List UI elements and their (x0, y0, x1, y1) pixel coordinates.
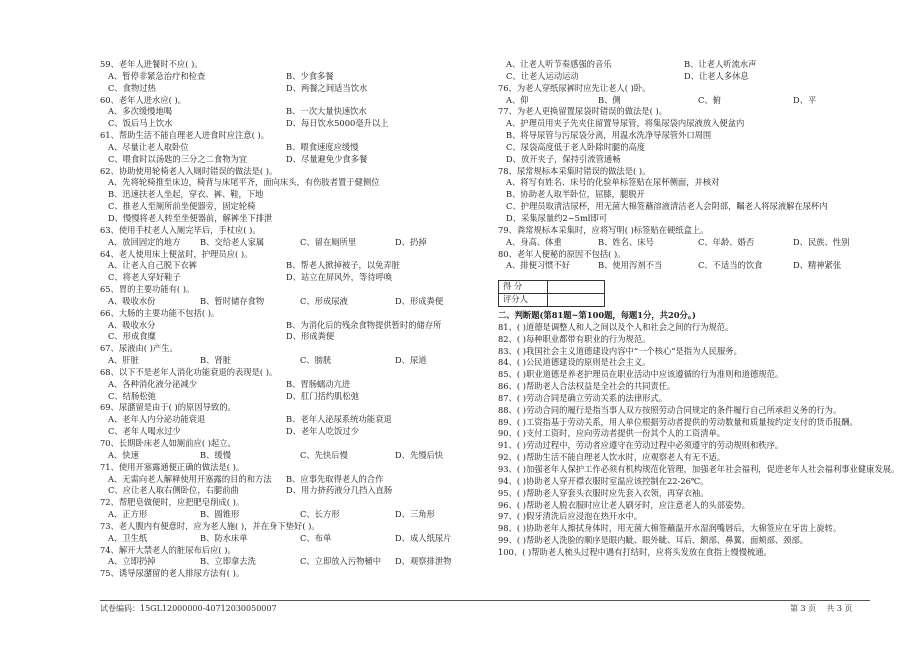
exam-code-value: 15GL12000000-40712030050007 (140, 604, 277, 613)
question-text: 70、长期卧床老人如厕前应( )起立。 (100, 438, 236, 448)
option: C、不适当的饮食 (698, 260, 763, 271)
judge-item: 97、( )假牙清洗后应浸泡在热开水中。 (498, 511, 643, 522)
option: B、老年人泌尿系统功能衰退 (286, 414, 392, 425)
judge-item: 90、( )支付工资时，应向劳动者提供一份其个人的工资清单。 (498, 428, 726, 439)
option-row (498, 71, 870, 83)
option: B、喂食速度应缓慢 (286, 141, 359, 152)
option: A、老年人内分泌功能衰退 (108, 414, 206, 425)
option-line: D、采集尿量约2~5ml即可 (506, 212, 608, 223)
question-text: 63、使用手杖老人入厕完毕后，手杖应( )。 (100, 224, 261, 235)
judge-item: 89、( )工资指基于劳动关系，用人单位根据劳动者提供的劳动数量和质量按约定支付的货币报酬。 (498, 416, 858, 427)
option-line: B、迅速扶老人坐起，穿衣、裤、鞋，下地 (108, 189, 264, 200)
question-text: 78、尿常规标本采集时错误的做法是( )。 (498, 165, 651, 176)
option: D、肛门括约肌松弛 (286, 390, 360, 401)
option: C、形成尿液 (300, 295, 348, 306)
judge-item: 96、( )帮助老人脱衣服时应让老人刷牙时，应注意老人的头部姿势。 (498, 499, 750, 510)
option: A、让老人听节奏感强的音乐 (506, 59, 612, 69)
option: A、排便习惯不好 (506, 260, 571, 271)
option: D、站立在屏风外，等待呼唤 (286, 272, 393, 283)
score-label: 得 分 (499, 281, 548, 294)
option-row (100, 71, 480, 83)
score-value (548, 281, 605, 294)
option: C、俯 (698, 94, 721, 105)
option: B、侧 (598, 94, 621, 105)
option: B、一次大量快速饮水 (286, 106, 367, 117)
left-column (100, 59, 480, 580)
option: B、交给老人家属 (200, 236, 265, 247)
judge-item: 86、( )帮助老人合法权益是全社会的共同责任。 (498, 381, 676, 392)
question-text: 69、尿潴留是由于( )的原因导致的。 (100, 402, 236, 413)
question-text: 80、老年人便秘的原因不包括( )。 (498, 248, 626, 259)
option: B、胃肠蠕动亢进 (286, 378, 351, 389)
section-title: 二、判断题(第81题~第100题，每题1分，共20分。) (498, 309, 696, 320)
option-row (100, 106, 480, 118)
option: A、卫生纸 (108, 532, 148, 543)
option: A、肝脏 (108, 355, 139, 366)
judge-item: 100、( )帮助老人梳头过程中遇有打结时，应将头发放在食指上慢慢梳通。 (498, 546, 772, 557)
option: B、少食多餐 (286, 70, 334, 81)
option: B、使用泻剂不当 (598, 260, 663, 271)
judge-item: 93、( )加强老年人保护工作必须有机构规范化管理，加强老年社会福利，促进老年人社会福利事业健康发展。 (498, 464, 900, 474)
option-row (100, 414, 480, 426)
score-label: 评分人 (499, 294, 548, 307)
option: D、形成粪便 (286, 331, 335, 342)
option-row (100, 83, 480, 95)
score-row (499, 281, 605, 294)
judge-item: 99、( )帮助老人洗脸的顺序是眼内眦、眼外眦、耳后、额部、鼻翼、面颊部、颈部。 (498, 535, 809, 546)
question-text: 67、尿液由( )产生。 (100, 343, 178, 354)
option: D、平 (793, 94, 817, 105)
question-text: 65、胃的主要功能有( )。 (100, 284, 195, 295)
option: D、老年人吃饭过少 (286, 426, 360, 437)
option: B、圆锥形 (200, 509, 240, 520)
page-number (790, 603, 853, 614)
option: D、让老人多休息 (684, 70, 749, 81)
option-row (498, 59, 870, 71)
option-row (100, 485, 480, 497)
option-row (100, 533, 480, 545)
option-row (100, 237, 480, 249)
option-line: D、放开夹子，保持引流管通畅 (506, 153, 621, 164)
judge-item: 85、( )职业道德是养老护理员在职业活动中应该遵循的行为准则和道德规范。 (498, 369, 784, 380)
question-text: 72、帮肥皂做便时，应把肥皂削成( )。 (100, 497, 245, 508)
option: C、立即放入污物桶中 (300, 556, 382, 567)
option-row (100, 118, 480, 130)
exam-code (100, 603, 277, 614)
option: C、饭后马上饮水 (108, 118, 173, 129)
option: C、留在厕所里 (300, 236, 357, 247)
option: A、快速 (108, 449, 139, 460)
option-line: C、推老人至厕所前坐便器旁，固定轮椅 (108, 201, 256, 212)
option: D、民族、性别 (793, 236, 850, 247)
judge-item: 94、( )协助老人穿开襟衣服时室温应该控制在22-26℃。 (498, 475, 709, 486)
option: A、立即扔掉 (108, 556, 156, 567)
judge-item: 81、( )道德是调整人和人之间以及个人和社会之间的行为规范。 (498, 321, 734, 332)
option: C、老年人喝水过少 (108, 426, 181, 437)
page-total: 共 3 页 (826, 604, 853, 613)
option: D、每日饮水5000毫升以上 (286, 118, 389, 129)
option: C、长方形 (300, 509, 340, 520)
option-row (100, 379, 480, 391)
right-column (498, 59, 900, 559)
option: C、形成食糜 (108, 331, 156, 342)
option-line: C、尿袋高度低于老人卧除时腿的高度 (506, 141, 646, 152)
option-line: B、协助老人取半卧位，屈膝，腿脱开 (506, 189, 645, 200)
option: C、结肠松弛 (108, 390, 156, 401)
option-row (100, 556, 480, 568)
option: D、观察排泄物 (395, 556, 452, 567)
question-text: 60、老年人进水应( )。 (100, 94, 187, 105)
option-row (100, 509, 480, 521)
option: D、用力挤药液分几挡入直肠 (286, 485, 393, 496)
judge-item: 98、( )协助老年人擦拭身体时，用无菌大棉签蘸温开水湿润嘴唇后，大棉签应在牙齿上旋转。 (498, 523, 842, 534)
option-row (498, 95, 870, 107)
option-row (100, 142, 480, 154)
option: A、让老人自己脱下衣裤 (108, 260, 197, 271)
question-text: 71、使用开塞露通便正确的做法是( )。 (100, 461, 245, 472)
option-line: A、护理员用夹子先夹住留置导尿管，将集尿袋内尿液放入便盆内 (506, 118, 745, 129)
question-text: 61、帮助生活不能自理老人进食时应注意( )。 (100, 130, 270, 141)
option: A、放回固定的地方 (108, 236, 181, 247)
option: C、将老人穿好鞋子 (108, 272, 181, 283)
option: B、为消化后的残余食物提供暂时的储存所 (286, 319, 442, 330)
option-line: B、将导尿管与污尿袋分离，用温水洗净导尿管外口周围 (506, 130, 712, 141)
score-value (548, 294, 605, 307)
judge-item: 84、( )公民道德建设的原则是社会主义。 (498, 357, 651, 368)
option-row (100, 474, 480, 486)
option: A、暂停非紧急治疗和检查 (108, 70, 206, 81)
option: B、应事先取得老人的合作 (286, 473, 384, 484)
option-row (100, 391, 480, 403)
option: D、先慢后快 (395, 449, 444, 460)
option-row (498, 237, 870, 249)
option: B、缓慢 (200, 449, 231, 460)
option: B、防水床单 (200, 532, 248, 543)
score-table (498, 280, 605, 307)
option: A、正方形 (108, 509, 148, 520)
judge-item: 95、( )帮助老人穿套头衣服时应先套入衣领，再穿衣袖。 (498, 487, 709, 498)
option: D、成人纸尿片 (395, 532, 452, 543)
option: A、吸收水分 (108, 319, 156, 330)
option: C、让老人运动运动 (506, 70, 579, 81)
question-text: 75、诱导尿潴留的老人排尿方法有( )。 (100, 568, 245, 579)
option: A、仰 (506, 94, 529, 105)
option: C、布单 (300, 532, 332, 543)
option: B、姓名、床号 (598, 236, 654, 247)
option: C、年龄、婚否 (698, 236, 755, 247)
option-row (100, 426, 480, 438)
page-current: 第 3 页 (790, 604, 817, 613)
option: D、三角形 (395, 509, 435, 520)
option-row (100, 154, 480, 166)
option-row (100, 355, 480, 367)
option: D、精神紧张 (793, 260, 842, 271)
option-row (100, 296, 480, 308)
option-row (100, 320, 480, 332)
question-text: 64、老人使用床上便盆时，护理员应( )。 (100, 248, 253, 259)
option: D、形成粪便 (395, 295, 444, 306)
option: C、膀胱 (300, 355, 332, 366)
option: A、尽量让老人取卧位 (108, 141, 189, 152)
option: A、各种消化液分泌减少 (108, 378, 197, 389)
judge-item: 88、( )劳动合同的履行是指当事人双方按照劳动合同规定的条件履行自己所承担义务的行为。 (498, 404, 842, 415)
option: D、尽量避免少食多餐 (286, 153, 368, 164)
option-line: D、慢慢将老人转至坐便器前，解裤坐下排泄 (108, 212, 273, 223)
option-row (100, 331, 480, 343)
option-line: A、先将轮椅推至床边，椅背与床尾平齐，面向床头，有伤肢者置于健侧位 (108, 177, 380, 188)
option: D、扔掉 (395, 236, 427, 247)
option: B、暂时储存食物 (200, 295, 265, 306)
option: D、两餐之间适当饮水 (286, 82, 368, 93)
option: A、多次缓慢地喝 (108, 106, 173, 117)
option: C、食物过热 (108, 82, 156, 93)
option-line: A、将写有姓名、床号的化验单标签贴在尿杯侧面，并核对 (506, 177, 720, 188)
question-text: 68、以下不是老年人消化功能衰退的表现是( )。 (100, 366, 278, 377)
exam-code-label: 试卷编码： (100, 604, 140, 613)
question-text: 77、为老人更换留置尿袋时错误的做法是( )。 (498, 106, 668, 117)
question-text: 66、大肠的主要功能不包括( )。 (100, 307, 220, 318)
question-text: 59、老年人进餐时不应( )。 (100, 59, 203, 69)
option: A、无需向老人解释使用开塞露的目的和方法 (108, 473, 272, 484)
judge-item: 83、( )我国社会主义道德建设内容中“一个核心”是指为人民服务。 (498, 345, 742, 356)
option: C、先快后慢 (300, 449, 348, 460)
judge-item: 82、( )每种职业都带有职业的行为规范。 (498, 333, 651, 344)
option: D、尿道 (395, 355, 427, 366)
option-line: C、护理员取清洁尿杯，用无菌大棉签蘸溶液清洁老人会阴部，瞩老人将尿液解在尿杯内 (506, 201, 828, 212)
question-text: 79、粪常规标本采集时，应将写明( )标签贴在硬纸盒上。 (498, 224, 709, 235)
option-row (100, 260, 480, 272)
question-text: 62、协助使用轮椅老人入厕时错误的做法是( )。 (100, 165, 278, 176)
option: B、立即拿去洗 (200, 556, 256, 567)
judge-item: 91、( )劳动过程中，劳动者应遵守在劳动过程中必须遵守的劳动规则和秩序。 (498, 440, 784, 451)
option-row (100, 272, 480, 284)
question-text: 74、解开大禁老人的脏尿布后应( )。 (100, 544, 236, 555)
option: B、肾脏 (200, 355, 231, 366)
option: C、喂食时以汤匙的三分之二食物为宜 (108, 153, 248, 164)
option-row (498, 260, 870, 272)
question-text: 76、为老人穿纸尿裤时应先让老人( )卧。 (498, 82, 651, 93)
judge-item: 92、( )帮助生活不能自理老人饮水时，应观察老人有无不适。 (498, 452, 726, 463)
option: A、吸收水份 (108, 295, 156, 306)
option: C、应让老人取右侧卧位，右腿前曲 (108, 485, 239, 496)
judge-item: 87、( )劳动合同是确立劳动关系的法律形式。 (498, 392, 668, 403)
option-row (100, 450, 480, 462)
option: B、帮老人掀掉被子，以免弄脏 (286, 260, 400, 271)
footer-rule (100, 600, 870, 601)
option: B、让老人听流水声 (684, 59, 757, 69)
score-row (499, 294, 605, 307)
option: A、身高、体重 (506, 236, 562, 247)
question-text: 73、老人腹内有便意时，应为老人施( )，并在身下垫好( )。 (100, 520, 320, 531)
